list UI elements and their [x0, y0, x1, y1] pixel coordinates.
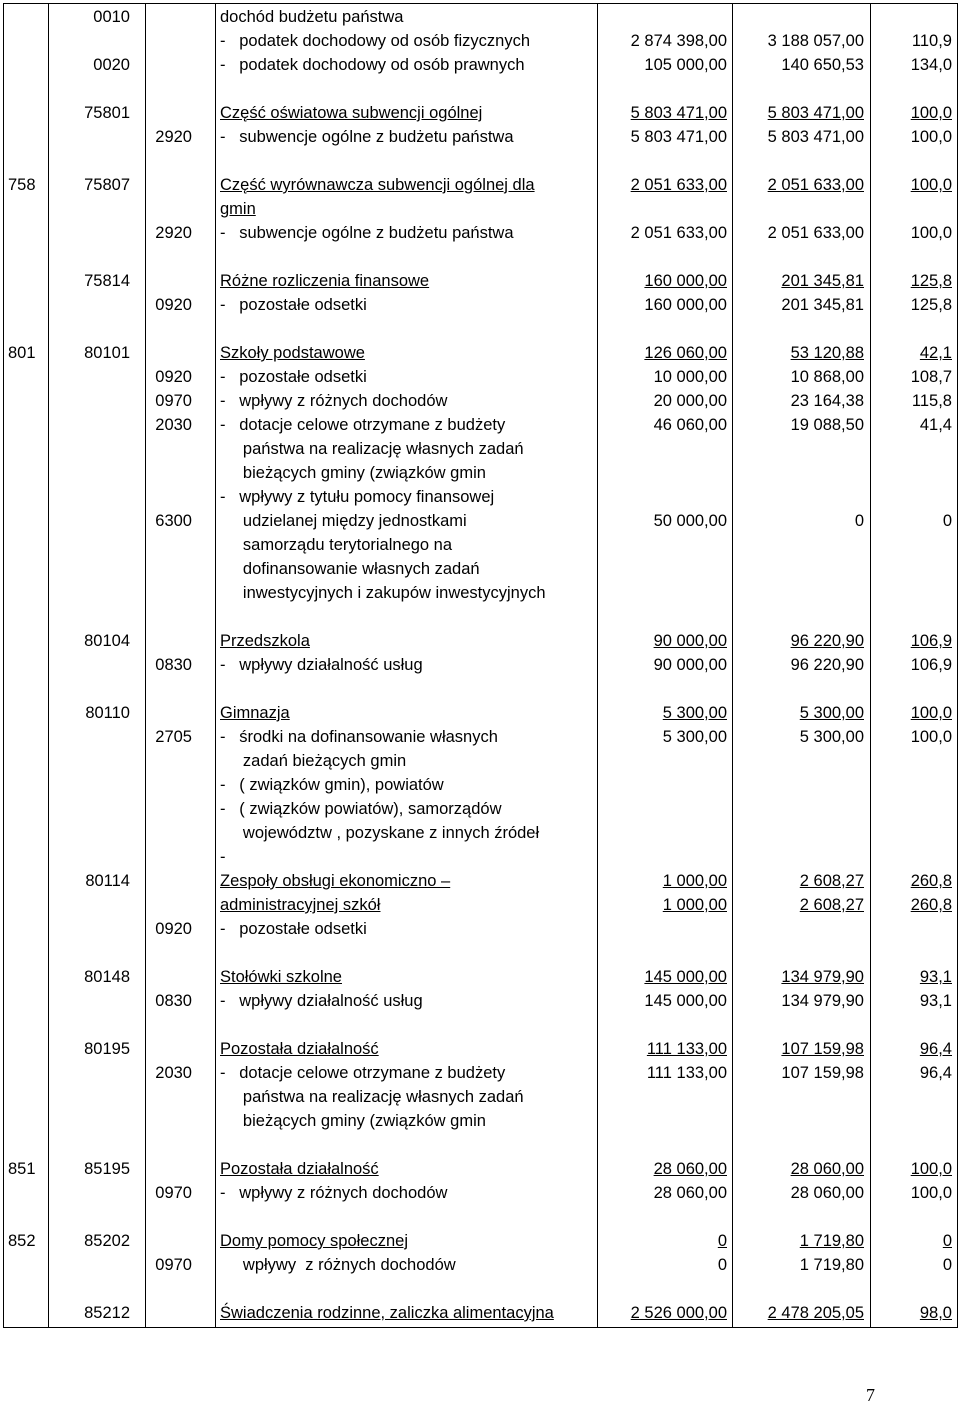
cell-plan: 5 803 471,00	[630, 104, 727, 122]
cell-par: 0920	[155, 368, 192, 386]
cell-text: administracyjnej szkół	[220, 896, 381, 914]
cell-plan: 28 060,00	[653, 1160, 727, 1178]
cell-wyk: 23 164,38	[790, 392, 864, 410]
cell-plan: 28 060,00	[653, 1184, 727, 1202]
cell-pct: 0	[942, 1232, 952, 1250]
cell-rozdzial: 85202	[84, 1232, 130, 1250]
cell-plan: 2 051 633,00	[630, 224, 727, 242]
cell-par: 2030	[155, 416, 192, 434]
cell-dzial: 801	[8, 344, 36, 362]
cell-text: dofinansowanie własnych zadań	[220, 560, 480, 578]
cell-plan: 160 000,00	[644, 272, 727, 290]
cell-plan: 2 051 633,00	[630, 176, 727, 194]
cell-wyk: 1 719,80	[799, 1232, 864, 1250]
cell-text: - środki na dofinansowanie własnych	[220, 728, 498, 746]
cell-dzial: 852	[8, 1232, 36, 1250]
cell-wyk: 134 979,90	[781, 968, 864, 986]
cell-rozdzial: 80110	[85, 704, 130, 722]
cell-wyk: 53 120,88	[790, 344, 864, 362]
cell-pct: 100,0	[910, 104, 952, 122]
cell-rozdzial: 85212	[84, 1304, 130, 1322]
cell-par: 2920	[155, 224, 192, 242]
cell-plan: 0	[717, 1256, 727, 1274]
cell-plan: 46 060,00	[653, 416, 727, 434]
cell-pct: 108,7	[910, 368, 952, 386]
cell-text: inwestycyjnych i zakupów inwestycyjnych	[220, 584, 546, 602]
cell-wyk: 96 220,90	[790, 632, 864, 650]
cell-text: - wpływy z różnych dochodów	[220, 1184, 448, 1202]
cell-plan: 50 000,00	[653, 512, 727, 530]
cell-pct: 100,0	[910, 1160, 952, 1178]
cell-text: - subwencje ogólne z budżetu państwa	[220, 128, 514, 146]
cell-text: Stołówki szkolne	[220, 968, 342, 986]
cell-text: Przedszkola	[220, 632, 310, 650]
cell-plan: 20 000,00	[653, 392, 727, 410]
cell-dzial: 758	[8, 176, 36, 194]
cell-plan: 2 874 398,00	[630, 32, 727, 50]
cell-plan: 90 000,00	[653, 656, 727, 674]
cell-wyk: 107 159,98	[781, 1040, 864, 1058]
column-divider	[215, 4, 216, 1327]
cell-wyk: 28 060,00	[790, 1184, 864, 1202]
cell-wyk: 19 088,50	[790, 416, 864, 434]
cell-text: - pozostałe odsetki	[220, 920, 367, 938]
cell-plan: 111 133,00	[646, 1064, 727, 1082]
cell-pct: 93,1	[919, 992, 952, 1010]
cell-par: 6300	[155, 512, 192, 530]
cell-text: - wpływy z różnych dochodów	[220, 392, 448, 410]
cell-text: państwa na realizację własnych zadań	[220, 440, 524, 458]
cell-rozdzial: 0010	[93, 8, 130, 26]
cell-rozdzial: 80114	[85, 872, 130, 890]
cell-text: - pozostałe odsetki	[220, 368, 367, 386]
cell-pct: 41,4	[919, 416, 952, 434]
cell-text: zadań bieżących gmin	[220, 752, 407, 770]
cell-text: Pozostała działalność	[220, 1040, 379, 1058]
cell-plan: 5 803 471,00	[630, 128, 727, 146]
cell-par: 0830	[155, 992, 192, 1010]
cell-plan: 126 060,00	[644, 344, 727, 362]
cell-plan: 145 000,00	[644, 968, 727, 986]
cell-par: 0920	[155, 920, 192, 938]
cell-pct: 0	[942, 1256, 952, 1274]
cell-text: -	[220, 848, 226, 866]
cell-text: - wpływy działalność usług	[220, 992, 423, 1010]
cell-rozdzial: 0020	[93, 56, 130, 74]
cell-wyk: 5 803 471,00	[767, 128, 864, 146]
cell-text: Szkoły podstawowe	[220, 344, 365, 362]
cell-text: bieżących gminy (związków gmin	[220, 1112, 486, 1130]
cell-par: 0920	[155, 296, 192, 314]
cell-plan: 1 000,00	[662, 896, 727, 914]
cell-par: 2705	[155, 728, 192, 746]
cell-rozdzial: 85195	[84, 1160, 130, 1178]
cell-pct: 98,0	[919, 1304, 952, 1322]
cell-dzial: 851	[8, 1160, 36, 1178]
cell-wyk: 5 300,00	[799, 704, 864, 722]
cell-text: samorządu terytorialnego na	[220, 536, 453, 554]
cell-plan: 145 000,00	[644, 992, 727, 1010]
cell-pct: 100,0	[910, 176, 952, 194]
cell-rozdzial: 80104	[84, 632, 130, 650]
cell-plan: 10 000,00	[653, 368, 727, 386]
cell-pct: 42,1	[919, 344, 952, 362]
cell-pct: 134,0	[910, 56, 952, 74]
cell-plan: 2 526 000,00	[630, 1304, 727, 1322]
cell-wyk: 5 803 471,00	[767, 104, 864, 122]
cell-text: Gimnazja	[220, 704, 290, 722]
cell-text: bieżących gminy (związków gmin	[220, 464, 486, 482]
cell-text: - podatek dochodowy od osób fizycznych	[220, 32, 531, 50]
cell-plan: 1 000,00	[662, 872, 727, 890]
cell-pct: 106,9	[910, 656, 952, 674]
cell-rozdzial: 80195	[84, 1040, 130, 1058]
cell-text: gmin	[220, 200, 256, 218]
cell-pct: 125,8	[910, 296, 952, 314]
cell-plan: 160 000,00	[644, 296, 727, 314]
cell-pct: 100,0	[910, 128, 952, 146]
cell-pct: 125,8	[910, 272, 952, 290]
cell-plan: 0	[717, 1232, 727, 1250]
cell-text: państwa na realizację własnych zadań	[220, 1088, 524, 1106]
cell-rozdzial: 75801	[84, 104, 130, 122]
cell-text: województw , pozyskane z innych źródeł	[220, 824, 540, 842]
cell-text: dochód budżetu państwa	[220, 8, 404, 26]
cell-pct: 96,4	[919, 1064, 952, 1082]
cell-text: - ( związków powiatów), samorządów	[220, 800, 502, 818]
cell-pct: 110,9	[911, 32, 952, 50]
cell-wyk: 201 345,81	[781, 296, 864, 314]
page-number: 7	[866, 1385, 875, 1405]
cell-plan: 111 133,00	[646, 1040, 727, 1058]
cell-wyk: 3 188 057,00	[767, 32, 864, 50]
cell-text: Zespoły obsługi ekonomiczno –	[220, 872, 451, 890]
cell-wyk: 140 650,53	[781, 56, 864, 74]
cell-wyk: 96 220,90	[790, 656, 864, 674]
cell-text: - dotacje celowe otrzymane z budżety	[220, 1064, 506, 1082]
cell-rozdzial: 75814	[84, 272, 130, 290]
cell-text: - wpływy działalność usług	[220, 656, 423, 674]
cell-wyk: 1 719,80	[799, 1256, 864, 1274]
cell-plan: 105 000,00	[644, 56, 727, 74]
cell-rozdzial: 75807	[84, 176, 130, 194]
cell-wyk: 28 060,00	[790, 1160, 864, 1178]
cell-par: 0970	[155, 1256, 192, 1274]
cell-pct: 93,1	[919, 968, 952, 986]
cell-text: - ( związków gmin), powiatów	[220, 776, 444, 794]
cell-wyk: 134 979,90	[781, 992, 864, 1010]
cell-text: wpływy z różnych dochodów	[220, 1256, 456, 1274]
cell-pct: 0	[942, 512, 952, 530]
cell-pct: 260,8	[910, 896, 952, 914]
cell-wyk: 2 608,27	[799, 896, 864, 914]
cell-par: 0970	[155, 1184, 192, 1202]
cell-text: Pozostała działalność	[220, 1160, 379, 1178]
cell-text: - wpływy z tytułu pomocy finansowej	[220, 488, 495, 506]
cell-plan: 5 300,00	[662, 704, 727, 722]
cell-text: udzielanej między jednostkami	[220, 512, 467, 530]
cell-pct: 115,8	[911, 392, 952, 410]
cell-text: - podatek dochodowy od osób prawnych	[220, 56, 525, 74]
cell-pct: 100,0	[910, 704, 952, 722]
cell-par: 2920	[155, 128, 192, 146]
cell-wyk: 10 868,00	[790, 368, 864, 386]
cell-plan: 5 300,00	[662, 728, 727, 746]
cell-wyk: 2 608,27	[799, 872, 864, 890]
column-divider	[145, 4, 146, 1327]
cell-plan: 90 000,00	[653, 632, 727, 650]
cell-wyk: 107 159,98	[781, 1064, 864, 1082]
cell-text: Część oświatowa subwencji ogólnej	[220, 104, 483, 122]
cell-text: - dotacje celowe otrzymane z budżety	[220, 416, 506, 434]
cell-wyk: 0	[854, 512, 864, 530]
cell-par: 0970	[155, 392, 192, 410]
cell-pct: 260,8	[910, 872, 952, 890]
cell-rozdzial: 80148	[84, 968, 130, 986]
cell-par: 2030	[155, 1064, 192, 1082]
cell-wyk: 2 051 633,00	[767, 224, 864, 242]
cell-text: Domy pomocy społecznej	[220, 1232, 408, 1250]
cell-wyk: 2 051 633,00	[767, 176, 864, 194]
cell-pct: 106,9	[910, 632, 952, 650]
cell-par: 0830	[155, 656, 192, 674]
column-divider	[48, 4, 49, 1327]
cell-rozdzial: 80101	[84, 344, 130, 362]
cell-pct: 100,0	[910, 1184, 952, 1202]
cell-pct: 96,4	[919, 1040, 952, 1058]
cell-pct: 100,0	[910, 224, 952, 242]
cell-text: - subwencje ogólne z budżetu państwa	[220, 224, 514, 242]
cell-wyk: 201 345,81	[781, 272, 864, 290]
cell-pct: 100,0	[910, 728, 952, 746]
cell-text: Część wyrównawcza subwencji ogólnej dla	[220, 176, 535, 194]
cell-text: Różne rozliczenia finansowe	[220, 272, 430, 290]
cell-text: Świadczenia rodzinne, zaliczka alimentacyjna	[220, 1304, 554, 1322]
cell-wyk: 2 478 205,05	[767, 1304, 864, 1322]
cell-wyk: 5 300,00	[799, 728, 864, 746]
cell-text: - pozostałe odsetki	[220, 296, 367, 314]
